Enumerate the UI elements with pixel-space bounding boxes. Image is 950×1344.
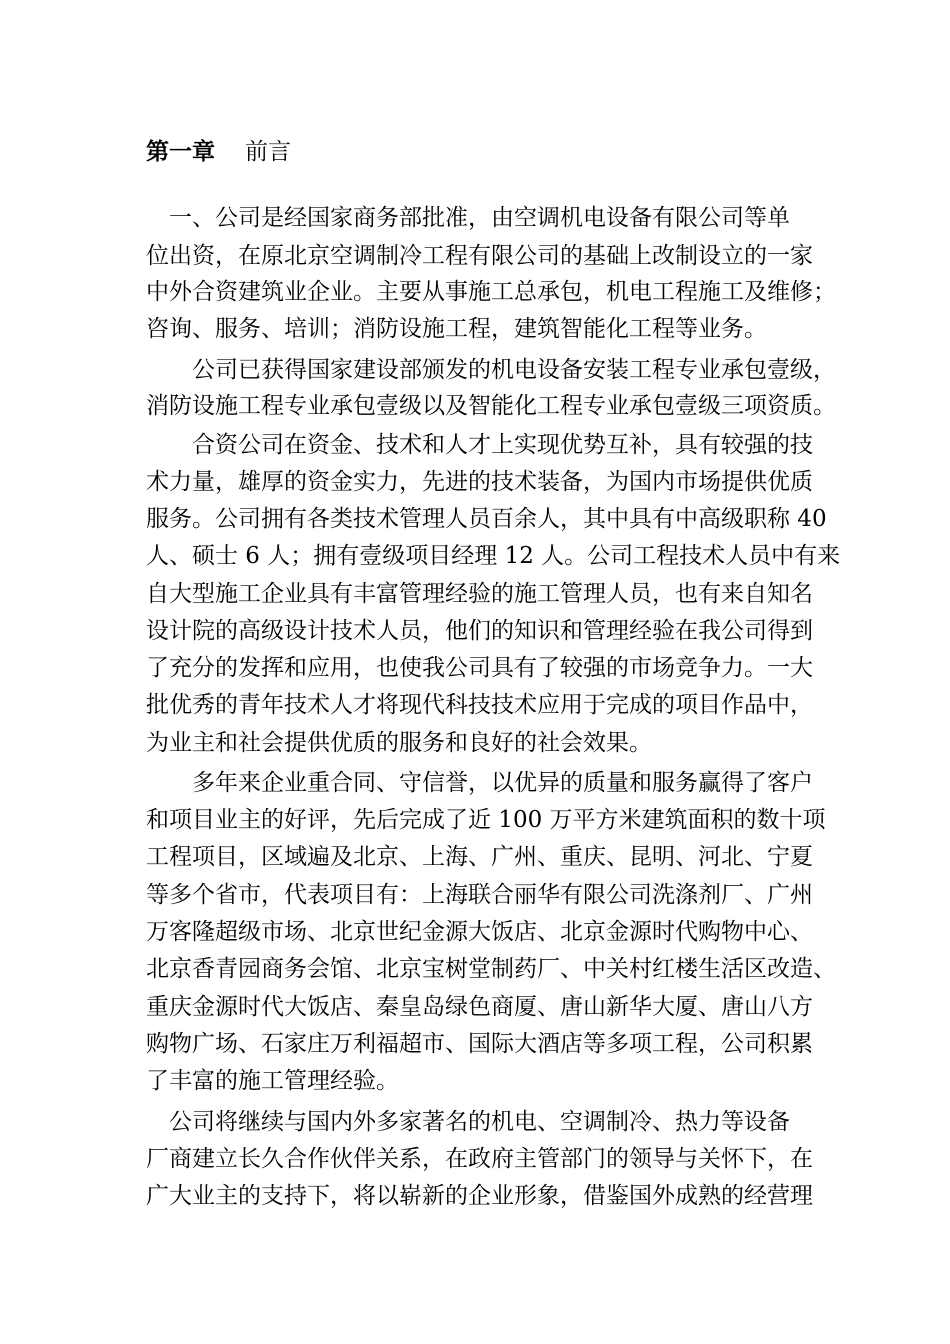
text-line: 为业主和社会提供优质的服务和良好的社会效果。 [146, 730, 652, 756]
text-line: 消防设施工程专业承包壹级以及智能化工程专业承包壹级三项资质。 [146, 393, 836, 419]
chapter-heading [146, 136, 291, 168]
text-line: 购物广场、石家庄万利福超市、国际大酒店等多项工程，公司积累 [146, 1031, 813, 1057]
text-line: 合资公司在资金、技术和人才上实现优势互补，具有较强的技 [146, 432, 813, 458]
text-line: 厂商建立长久合作伙伴关系，在政府主管部门的领导与关怀下，在 [146, 1146, 813, 1172]
text-line: 位出资，在原北京空调制冷工程有限公司的基础上改制设立的一家 [146, 243, 813, 269]
text-line: 批优秀的青年技术人才将现代科技技术应用于完成的项目作品中， [146, 692, 813, 718]
text-line: 了丰富的施工管理经验。 [146, 1068, 399, 1094]
text-line: 了充分的发挥和应用，也使我公司具有了较强的市场竞争力。一大 [146, 655, 813, 681]
text-line: 万客隆超级市场、北京世纪金源大饭店、北京金源时代购物中心、 [146, 919, 813, 945]
text-line: 术力量，雄厚的资金实力，先进的技术装备，为国内市场提供优质 [146, 469, 813, 495]
text-line: 工程项目，区域遍及北京、上海、广州、重庆、昆明、河北、宁夏 [146, 844, 813, 870]
text-line: 人、硕士 6 人；拥有壹级项目经理 12 人。公司工程技术人员中有来 [146, 543, 841, 569]
text-line: 中外合资建筑业企业。主要从事施工总承包，机电工程施工及维修； [146, 279, 836, 305]
text-line: 咨询、服务、培训；消防设施工程，建筑智能化工程等业务。 [146, 316, 767, 342]
text-line: 和项目业主的好评，先后完成了近 100 万平方米建筑面积的数十项 [146, 807, 826, 833]
text-line: 公司将继续与国内外多家著名的机电、空调制冷、热力等设备 [146, 1109, 790, 1135]
text-line: 公司已获得国家建设部颁发的机电设备安装工程专业承包壹级， [146, 357, 836, 383]
text-line: 重庆金源时代大饭店、秦皇岛绿色商厦、唐山新华大厦、唐山八方 [146, 994, 813, 1020]
text-line: 一、公司是经国家商务部批准，由空调机电设备有限公司等单 [146, 205, 790, 231]
text-line: 等多个省市，代表项目有：上海联合丽华有限公司洗涤剂厂、广州 [146, 882, 813, 908]
text-line: 服务。公司拥有各类技术管理人员百余人，其中具有中高级职称 40 [146, 506, 827, 532]
text-line: 自大型施工企业具有丰富管理经验的施工管理人员，也有来自知名 [146, 581, 813, 607]
text-line: 多年来企业重合同、守信誉，以优异的质量和服务赢得了客户 [146, 770, 813, 796]
chapter-number: 第一章 [146, 138, 215, 165]
text-line: 广大业主的支持下，将以崭新的企业形象，借鉴国外成熟的经营理 [146, 1183, 813, 1209]
text-line: 设计院的高级设计技术人员，他们的知识和管理经验在我公司得到 [146, 618, 813, 644]
text-line: 北京香青园商务会馆、北京宝树堂制药厂、中关村红楼生活区改造、 [146, 956, 836, 982]
chapter-title: 前言 [245, 139, 291, 165]
